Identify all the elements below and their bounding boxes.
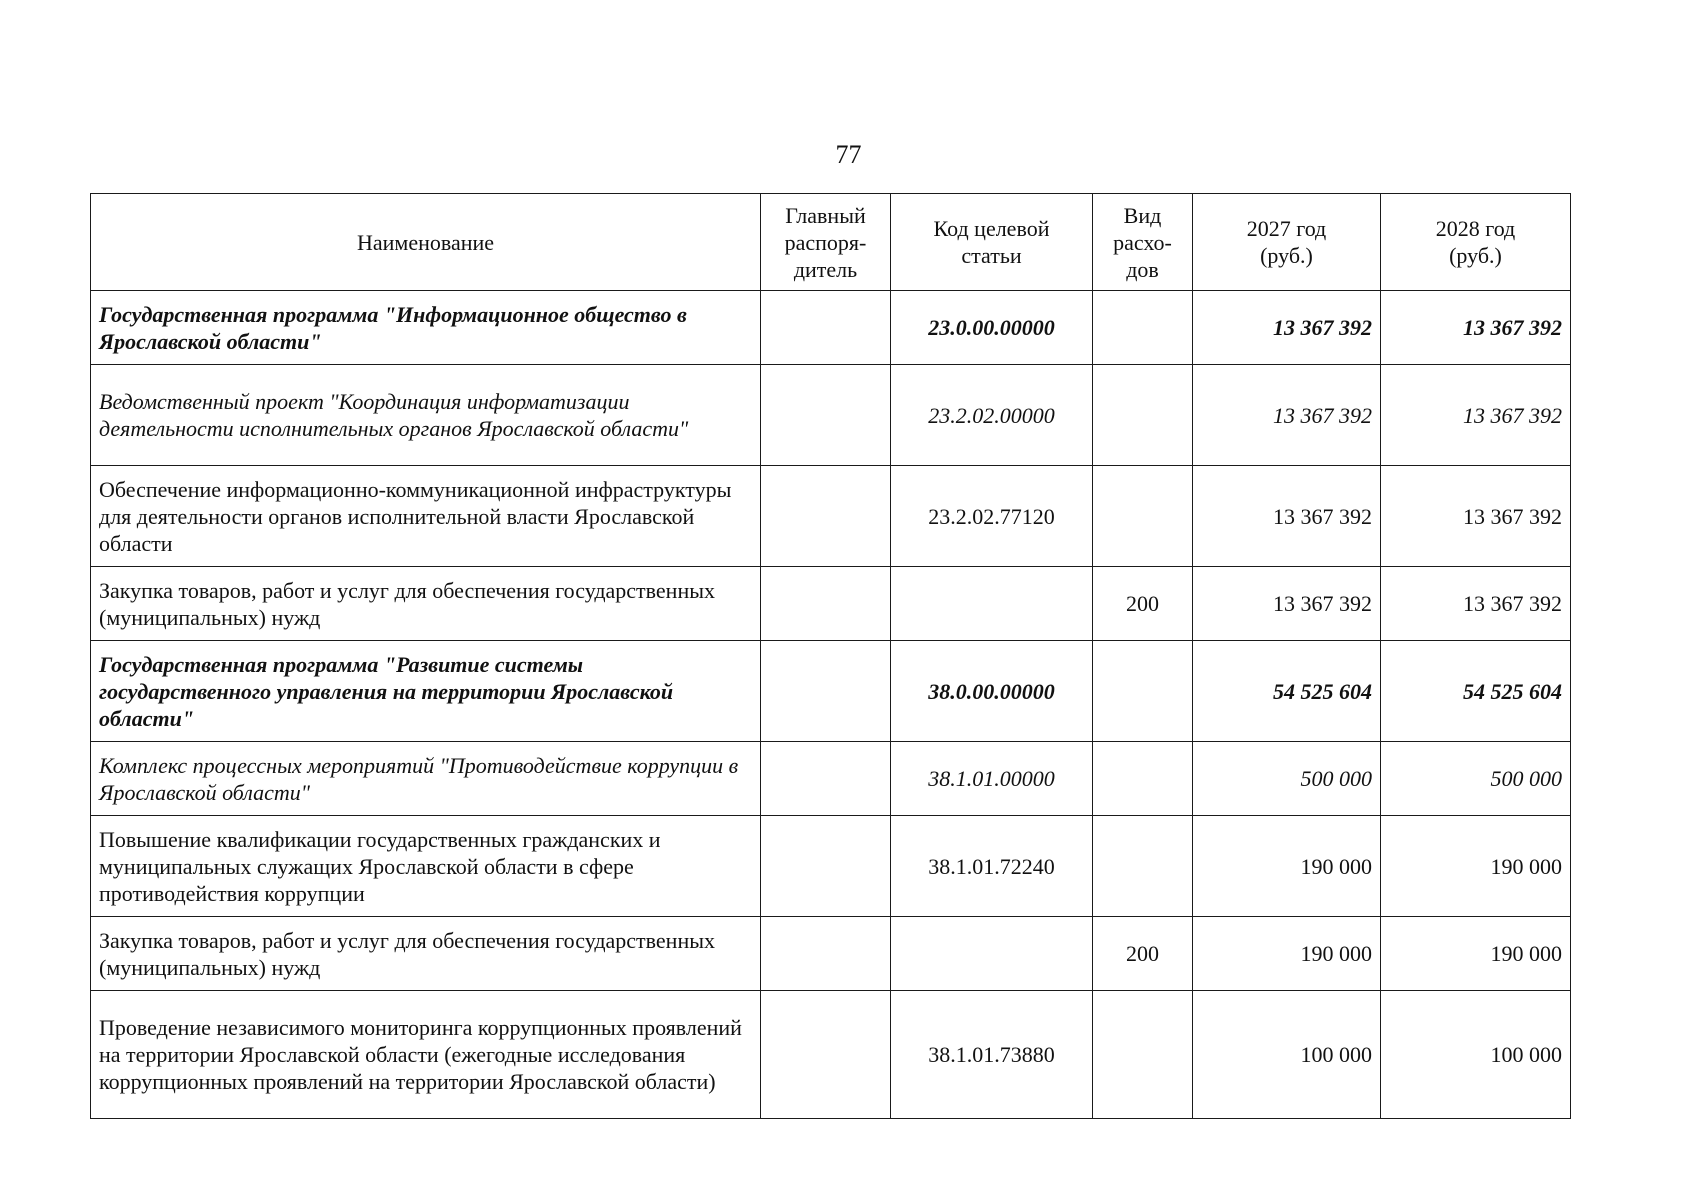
row-vid <box>1093 641 1193 742</box>
header-vid: Вид расхо- дов <box>1093 194 1193 291</box>
row-amount-2027: 13 367 392 <box>1193 567 1381 641</box>
table-header-row <box>91 194 1571 291</box>
row-vid <box>1093 742 1193 816</box>
row-code: 23.0.00.00000 <box>891 291 1093 365</box>
row-vid <box>1093 365 1193 466</box>
table-row <box>91 291 1571 365</box>
row-code: 38.1.01.72240 <box>891 816 1093 917</box>
row-amount-2027: 500 000 <box>1193 742 1381 816</box>
row-distributor <box>761 991 891 1119</box>
row-vid <box>1093 291 1193 365</box>
page-number: 77 <box>835 140 862 169</box>
row-vid: 200 <box>1093 917 1193 991</box>
row-amount-2028: 500 000 <box>1381 742 1571 816</box>
row-name: Государственная программа "Информационное общество в Ярославской области" <box>91 291 761 365</box>
row-name: Ведомственный проект "Координация информатизации деятельности исполнительных органов Ярославской области" <box>91 365 761 466</box>
row-name: Закупка товаров, работ и услуг для обеспечения государственных (муниципальных) нужд <box>91 567 761 641</box>
row-amount-2028: 190 000 <box>1381 917 1571 991</box>
header-2027: 2027 год (руб.) <box>1193 194 1381 291</box>
row-vid: 200 <box>1093 567 1193 641</box>
header-code: Код целевой статьи <box>891 194 1093 291</box>
row-name: Закупка товаров, работ и услуг для обеспечения государственных (муниципальных) нужд <box>91 917 761 991</box>
row-amount-2027: 13 367 392 <box>1193 365 1381 466</box>
table-row <box>91 917 1571 991</box>
row-amount-2027: 54 525 604 <box>1193 641 1381 742</box>
header-distributor: Главный распоря- дитель <box>761 194 891 291</box>
table-row <box>91 991 1571 1119</box>
row-code: 38.1.01.00000 <box>891 742 1093 816</box>
row-vid <box>1093 816 1193 917</box>
budget-table <box>90 193 1571 1119</box>
row-code: 23.2.02.77120 <box>891 466 1093 567</box>
row-distributor <box>761 567 891 641</box>
row-distributor <box>761 742 891 816</box>
row-amount-2028: 100 000 <box>1381 991 1571 1119</box>
row-amount-2027: 13 367 392 <box>1193 466 1381 567</box>
row-code: 38.1.01.73880 <box>891 991 1093 1119</box>
row-amount-2027: 190 000 <box>1193 917 1381 991</box>
table-row <box>91 365 1571 466</box>
header-2028: 2028 год (руб.) <box>1381 194 1571 291</box>
row-amount-2027: 100 000 <box>1193 991 1381 1119</box>
table-row <box>91 641 1571 742</box>
table-row <box>91 466 1571 567</box>
row-amount-2028: 13 367 392 <box>1381 291 1571 365</box>
row-distributor <box>761 641 891 742</box>
row-name: Комплекс процессных мероприятий "Противодействие коррупции в Ярославской области" <box>91 742 761 816</box>
row-name: Проведение независимого мониторинга коррупционных проявлений на территории Ярославской области (ежегодные исследования коррупционных проявлений на территории Ярославской области) <box>91 991 761 1119</box>
table-row <box>91 742 1571 816</box>
row-name: Повышение квалификации государственных гражданских и муниципальных служащих Ярославской области в сфере противодействия коррупции <box>91 816 761 917</box>
row-distributor <box>761 917 891 991</box>
row-code: 38.0.00.00000 <box>891 641 1093 742</box>
row-amount-2027: 190 000 <box>1193 816 1381 917</box>
row-amount-2028: 190 000 <box>1381 816 1571 917</box>
row-amount-2027: 13 367 392 <box>1193 291 1381 365</box>
table-row <box>91 816 1571 917</box>
row-vid <box>1093 466 1193 567</box>
row-code <box>891 917 1093 991</box>
row-amount-2028: 13 367 392 <box>1381 365 1571 466</box>
row-distributor <box>761 291 891 365</box>
table-row <box>91 567 1571 641</box>
row-code <box>891 567 1093 641</box>
row-distributor <box>761 466 891 567</box>
row-name: Государственная программа "Развитие системы государственного управления на территории Ярославской области" <box>91 641 761 742</box>
row-code: 23.2.02.00000 <box>891 365 1093 466</box>
row-amount-2028: 54 525 604 <box>1381 641 1571 742</box>
row-name: Обеспечение информационно-коммуникационной инфраструктуры для деятельности органов исполнительной власти Ярославской области <box>91 466 761 567</box>
header-name: Наименование <box>91 194 761 291</box>
row-distributor <box>761 816 891 917</box>
row-vid <box>1093 991 1193 1119</box>
row-amount-2028: 13 367 392 <box>1381 466 1571 567</box>
row-distributor <box>761 365 891 466</box>
row-amount-2028: 13 367 392 <box>1381 567 1571 641</box>
